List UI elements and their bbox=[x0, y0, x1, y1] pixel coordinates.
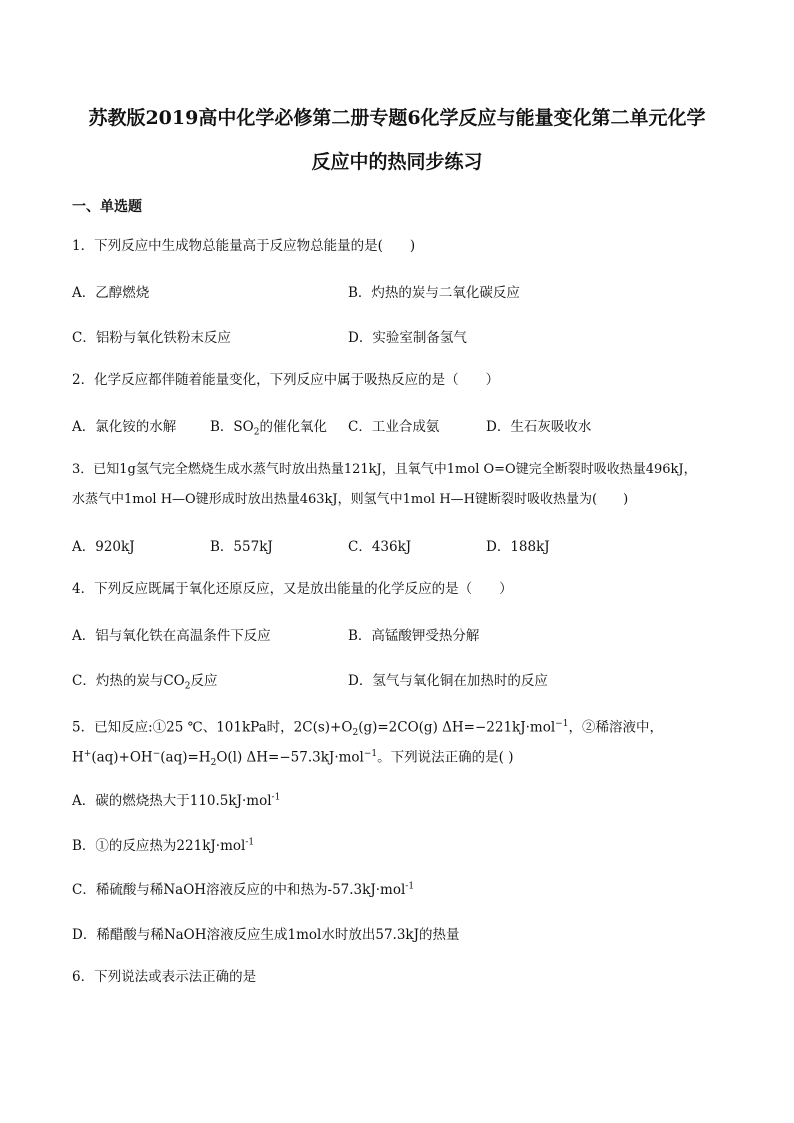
q2-option-c: C．工业合成氨 bbox=[348, 419, 440, 435]
q5-option-b-sup: -1 bbox=[245, 837, 255, 848]
q3-option-b: B．557kJ bbox=[210, 539, 273, 555]
q1-option-b: B．灼热的炭与二氧化碳反应 bbox=[348, 285, 520, 301]
q4-option-c-pre: C．灼热的炭与CO bbox=[72, 673, 185, 689]
q2-option-b-post: 的催化氧化 bbox=[259, 419, 327, 435]
q5-option-a-text: A．碳的燃烧热大于110.5kJ·mol bbox=[72, 793, 272, 809]
q5-stem-line-1 bbox=[72, 714, 663, 743]
q3-stem-line-2: 水蒸气中1mol H—O键形成时放出热量463kJ，则氢气中1mol H—H键断裂时吸收热量为( ) bbox=[72, 492, 629, 507]
q1-option-a: A．乙醇燃烧 bbox=[72, 285, 150, 301]
q5-option-d: D．稀醋酸与稀NaOH溶液反应生成1mol水时放出57.3kJ的热量 bbox=[72, 927, 460, 943]
q2-option-a: A．氯化铵的水解 bbox=[72, 419, 177, 435]
q2-option-d: D．生石灰吸收水 bbox=[486, 419, 592, 435]
q2-option-b bbox=[210, 415, 327, 438]
q5-option-a-sup: -1 bbox=[271, 792, 281, 803]
q1-stem: 1．下列反应中生成物总能量高于反应物总能量的是( ) bbox=[72, 238, 416, 254]
q5-stem2-e: 。下列说法正确的是( ) bbox=[377, 749, 514, 766]
q6-stem: 6．下列说法或表示法正确的是 bbox=[72, 969, 257, 985]
q4-option-b: B．高锰酸钾受热分解 bbox=[348, 628, 480, 644]
q5-option-b-text: B．①的反应热为221kJ·mol bbox=[72, 838, 246, 854]
q5-stem2-sub: 2 bbox=[210, 758, 217, 769]
q5-stem1-sub: 2 bbox=[352, 728, 359, 739]
q4-option-a: A．铝与氧化铁在高温条件下反应 bbox=[72, 628, 271, 644]
q5-stem2-c: (aq)=H bbox=[160, 749, 211, 766]
q4-option-d: D．氢气与氧化铜在加热时的反应 bbox=[348, 673, 548, 689]
q5-stem2-sup2: − bbox=[152, 749, 161, 759]
q5-stem1-b: (g)=2CO(g) ΔH=−221kJ·mol bbox=[358, 719, 556, 736]
q4-option-c-sub: 2 bbox=[184, 681, 191, 692]
q5-option-c-sup: -1 bbox=[405, 881, 415, 892]
q2-stem: 2．化学反应都伴随着能量变化，下列反应中属于吸热反应的是（ ） bbox=[72, 372, 500, 388]
q3-option-c: C．436kJ bbox=[348, 539, 412, 555]
q3-stem-line-1: 3．已知1g氢气完全燃烧生成水蒸气时放出热量121kJ，且氧气中1mol O=O键完全断裂时吸收热量496kJ， bbox=[72, 462, 697, 477]
q3-option-d: D．188kJ bbox=[486, 539, 550, 555]
q5-option-c-text: C．稀硫酸与稀NaOH溶液反应的中和热为-57.3kJ·mol bbox=[72, 882, 406, 898]
q5-stem2-sup3: −1 bbox=[363, 749, 378, 759]
q3-option-a: A．920kJ bbox=[72, 539, 135, 555]
q5-stem-line-2 bbox=[72, 744, 513, 773]
section-heading: 一、单选题 bbox=[72, 199, 142, 215]
q5-stem1-a: 5．已知反应:①25 ℃、101kPa时，2C(s)+O bbox=[72, 719, 353, 736]
q5-option-b bbox=[72, 834, 254, 854]
q5-option-c bbox=[72, 878, 414, 898]
q5-option-a bbox=[72, 789, 280, 809]
q5-stem2-b: (aq)+OH bbox=[91, 749, 153, 766]
q4-option-c-post: 反应 bbox=[190, 673, 218, 689]
q4-option-c bbox=[72, 669, 217, 692]
q5-stem2-a: H bbox=[72, 749, 84, 766]
q4-stem: 4．下列反应既属于氧化还原反应，又是放出能量的化学反应的是（ ） bbox=[72, 581, 513, 597]
q1-option-c: C．铝粉与氧化铁粉末反应 bbox=[72, 330, 231, 346]
q2-option-b-pre: B．SO bbox=[210, 419, 254, 435]
q5-stem2-sup1: + bbox=[83, 749, 92, 759]
q5-stem1-c: ，②稀溶液中， bbox=[568, 719, 663, 736]
q5-stem1-sup: −1 bbox=[555, 719, 569, 729]
q2-option-b-sub: 2 bbox=[253, 427, 260, 438]
doc-title-line-2: 反应中的热同步练习 bbox=[311, 151, 483, 173]
doc-title-line-1: 苏教版2019高中化学必修第二册专题6化学反应与能量变化第二单元化学 bbox=[88, 107, 706, 129]
q1-option-d: D．实验室制备氢气 bbox=[348, 330, 467, 346]
q5-stem2-d: O(l) ΔH=−57.3kJ·mol bbox=[216, 749, 364, 766]
